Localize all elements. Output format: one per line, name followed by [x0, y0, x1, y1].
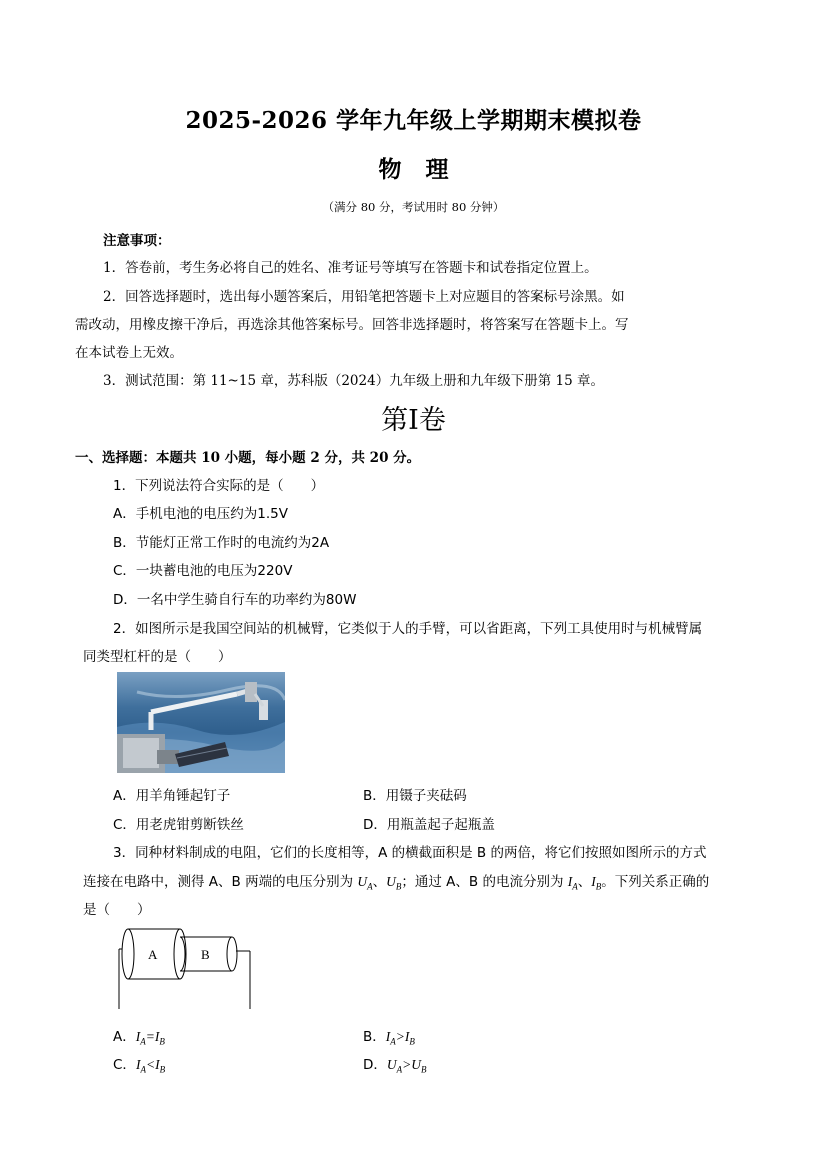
notice-item-2-line-2: 需改动，用橡皮擦干净后，再选涂其他答案标号。回答非选择题时，将答案写在答题卡上。写 — [75, 317, 629, 333]
notice-item-1: 1．答卷前，考生务必将自己的姓名、准考证号等填写在答题卡和试卷指定位置上。 — [103, 260, 598, 276]
question-3-option-a: A．$I_A=I_B$ — [113, 1029, 165, 1047]
question-3-stem-line-1: 3．同种材料制成的电阻，它们的长度相等，A 的横截面积是 B 的两倍，将它们按照如图所示的方式 — [113, 845, 707, 861]
robotic-arm-photo — [117, 672, 285, 773]
question-1-option-a: A．手机电池的电压约为1.5V — [113, 506, 288, 522]
notice-heading: 注意事项： — [103, 233, 171, 249]
notice-item-3: 3．测试范围：第 11~15 章，苏科版（2024）九年级上册和九年级下册第 15 章。 — [103, 373, 604, 389]
question-3-option-d: D．$U_A>U_B$ — [363, 1057, 427, 1075]
question-2-option-b: B．用镊子夹砝码 — [363, 788, 467, 804]
volume-title: 第I卷 — [381, 405, 446, 436]
exam-subject: 物理 — [378, 156, 473, 183]
notice-item-2-line-1: 2．回答选择题时，选出每小题答案后，用铅笔把答题卡上对应题目的答案标号涂黑。如 — [103, 289, 625, 305]
question-3-stem-line-2: 连接在电路中，测得 A、B 两端的电压分别为 $U_A$、$U_B$；通过 A、B 的电流分别为 $I_A$、$I_B$。下列关系正确的 — [83, 874, 710, 892]
question-3-option-b: B．$I_A>I_B$ — [363, 1029, 415, 1047]
question-2-option-a: A．用羊角锤起钉子 — [113, 788, 231, 804]
notice-item-2-line-3: 在本试卷上无效。 — [75, 345, 183, 361]
exam-title: 2025-2026 学年九年级上学期期末模拟卷 — [185, 107, 642, 134]
exam-note: （满分 80 分，考试用时 80 分钟） — [322, 200, 505, 214]
question-2-stem-line-2: 同类型杠杆的是（ ） — [83, 649, 232, 665]
question-1-option-b: B．节能灯正常工作时的电流约为2A — [113, 535, 330, 551]
question-1-stem: 1．下列说法符合实际的是（ ） — [113, 478, 325, 494]
resistor-diagram — [112, 924, 257, 1014]
diagram-label-b: B — [201, 947, 210, 962]
question-3-stem-line-3: 是（ ） — [83, 902, 151, 918]
question-3-option-c: C．$I_A<I_B$ — [113, 1057, 166, 1075]
question-2-option-d: D．用瓶盖起子起瓶盖 — [363, 817, 495, 833]
question-1-option-c: C．一块蓄电池的电压为220V — [113, 563, 293, 579]
diagram-label-a: A — [148, 947, 158, 962]
section-heading: 一、选择题：本题共 10 小题，每小题 2 分，共 20 分。 — [75, 450, 421, 466]
question-2-stem-line-1: 2．如图所示是我国空间站的机械臂，它类似于人的手臂，可以省距离，下列工具使用时与机械臂属 — [113, 621, 703, 637]
question-1-option-d: D．一名中学生骑自行车的功率约为80W — [113, 592, 357, 608]
question-2-option-c: C．用老虎钳剪断铁丝 — [113, 817, 244, 833]
